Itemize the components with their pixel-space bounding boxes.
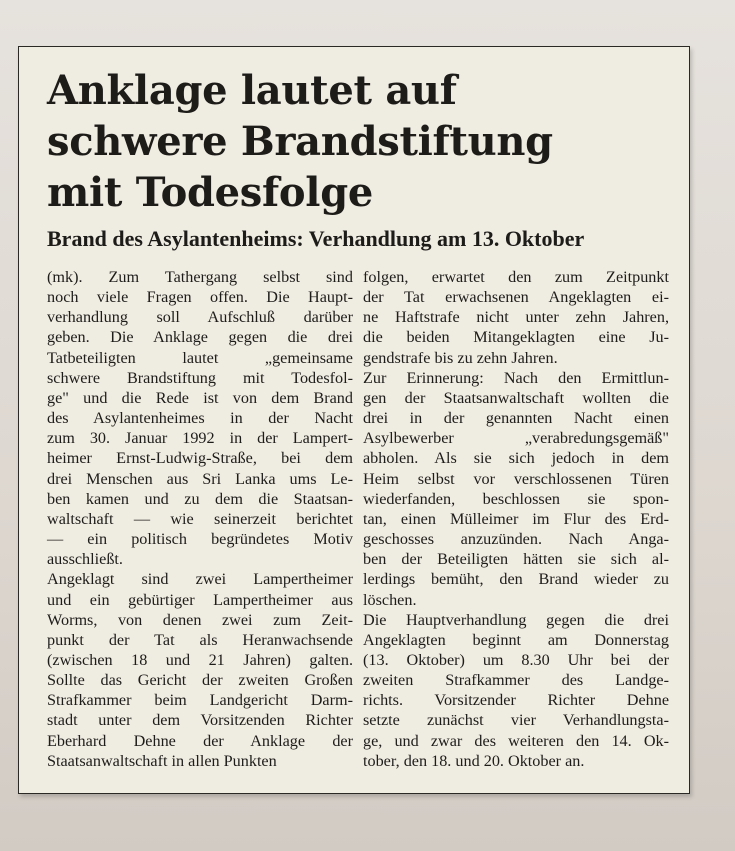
article-column-right bbox=[363, 267, 669, 771]
text-line: heimer Ernst-Ludwig-Straße, bei dem bbox=[47, 449, 353, 468]
text-line: abholen. Als sie sich jedoch in dem bbox=[363, 449, 669, 468]
text-line: gen der Staatsanwaltschaft wollten die bbox=[363, 388, 669, 407]
text-line: Staatsanwaltschaft in allen Punkten bbox=[47, 751, 277, 770]
text-line: ge" und die Rede ist von dem Brand bbox=[47, 388, 353, 407]
text-line: (mk). Zum Tathergang selbst sind bbox=[47, 268, 353, 286]
text-line: des Asylantenheimes in der Nacht bbox=[47, 409, 353, 428]
text-line: und ein gebürtiger Lampertheimer aus bbox=[47, 590, 353, 609]
text-line: Tatbeteiligten lautet „gemeinsame bbox=[47, 348, 353, 367]
text-line: Worms, von denen zwei zum Zeit- bbox=[47, 610, 353, 629]
text-line: folgen, erwartet den zum Zeitpunkt bbox=[363, 268, 669, 286]
text-line: Strafkammer beim Landgericht Darm- bbox=[47, 691, 353, 710]
article-column-left bbox=[47, 267, 353, 771]
newspaper-clipping bbox=[18, 46, 690, 794]
text-line: Heim selbst vor verschlossenen Türen bbox=[363, 469, 669, 488]
text-line: verhandlung soll Aufschluß darüber bbox=[47, 308, 353, 327]
text-line: Eberhard Dehne der Anklage der bbox=[47, 731, 353, 750]
text-line: ge, und zwar des weiteren den 14. Ok- bbox=[363, 731, 669, 750]
article-subheadline: Brand des Asylantenheims: Verhandlung am 13. Oktober bbox=[47, 226, 585, 251]
text-line: ben kamen und zu dem die Staatsan- bbox=[47, 489, 353, 508]
text-line: zweiten Strafkammer des Landge- bbox=[363, 671, 669, 690]
headline-line: schwere Brandstiftung bbox=[47, 118, 553, 165]
text-line: Angeklagt sind zwei Lampertheimer bbox=[47, 570, 353, 589]
article-headline bbox=[47, 65, 667, 218]
text-line: (zwischen 18 und 21 Jahren) galten. bbox=[47, 650, 353, 669]
text-line: geschosses anzuzünden. Nach Anga- bbox=[363, 530, 669, 549]
text-line: Die Hauptverhandlung gegen die drei bbox=[363, 610, 669, 629]
text-line: ben der Beteiligten hätten sie sich al- bbox=[363, 550, 669, 569]
text-line: ausschließt. bbox=[47, 550, 123, 569]
text-line: ne Haftstrafe nicht unter zehn Jahren, bbox=[363, 308, 669, 327]
headline-line: Anklage lautet auf bbox=[47, 67, 457, 114]
text-line: tan, einen Mülleimer im Flur des Erd- bbox=[363, 509, 669, 528]
text-line: (13. Oktober) um 8.30 Uhr bei der bbox=[363, 650, 669, 669]
text-line: — ein politisch begründetes Motiv bbox=[47, 530, 353, 549]
text-line: zum 30. Januar 1992 in der Lampert- bbox=[47, 429, 353, 448]
text-line: die beiden Mitangeklagten eine Ju- bbox=[363, 328, 669, 347]
text-line: tober, den 18. und 20. Oktober an. bbox=[363, 751, 585, 770]
text-line: schwere Brandstiftung mit Todesfol- bbox=[47, 368, 353, 387]
text-line: Asylbewerber „verabredungsgemäß" bbox=[363, 429, 669, 448]
text-line: stadt unter dem Vorsitzenden Richter bbox=[47, 711, 353, 730]
text-line: Sollte das Gericht der zweiten Großen bbox=[47, 671, 353, 690]
text-line: gendstrafe bis zu zehn Jahren. bbox=[363, 348, 558, 367]
text-line: setzte zunächst vier Verhandlungsta- bbox=[363, 711, 669, 730]
text-line: löschen. bbox=[363, 590, 417, 609]
text-line: drei in der genannten Nacht einen bbox=[363, 409, 669, 428]
text-line: geben. Die Anklage gegen die drei bbox=[47, 328, 353, 347]
text-line: Zur Erinnerung: Nach den Ermittlun- bbox=[363, 368, 669, 387]
text-line: lerdings bemüht, den Brand wieder zu bbox=[363, 570, 669, 589]
text-line: der Tat erwachsenen Angeklagten ei- bbox=[363, 288, 669, 307]
text-line: wiederfanden, beschlossen sie spon- bbox=[363, 489, 669, 508]
text-line: Angeklagten beginnt am Donnerstag bbox=[363, 630, 669, 649]
text-line: noch viele Fragen offen. Die Haupt- bbox=[47, 288, 353, 307]
text-line: punkt der Tat als Heranwachsende bbox=[47, 630, 353, 649]
text-line: waltschaft — wie seinerzeit berichtet bbox=[47, 509, 353, 528]
headline-line: mit Todesfolge bbox=[47, 169, 374, 216]
text-line: drei Menschen aus Sri Lanka ums Le- bbox=[47, 469, 353, 488]
text-line: richts. Vorsitzender Richter Dehne bbox=[363, 691, 669, 710]
